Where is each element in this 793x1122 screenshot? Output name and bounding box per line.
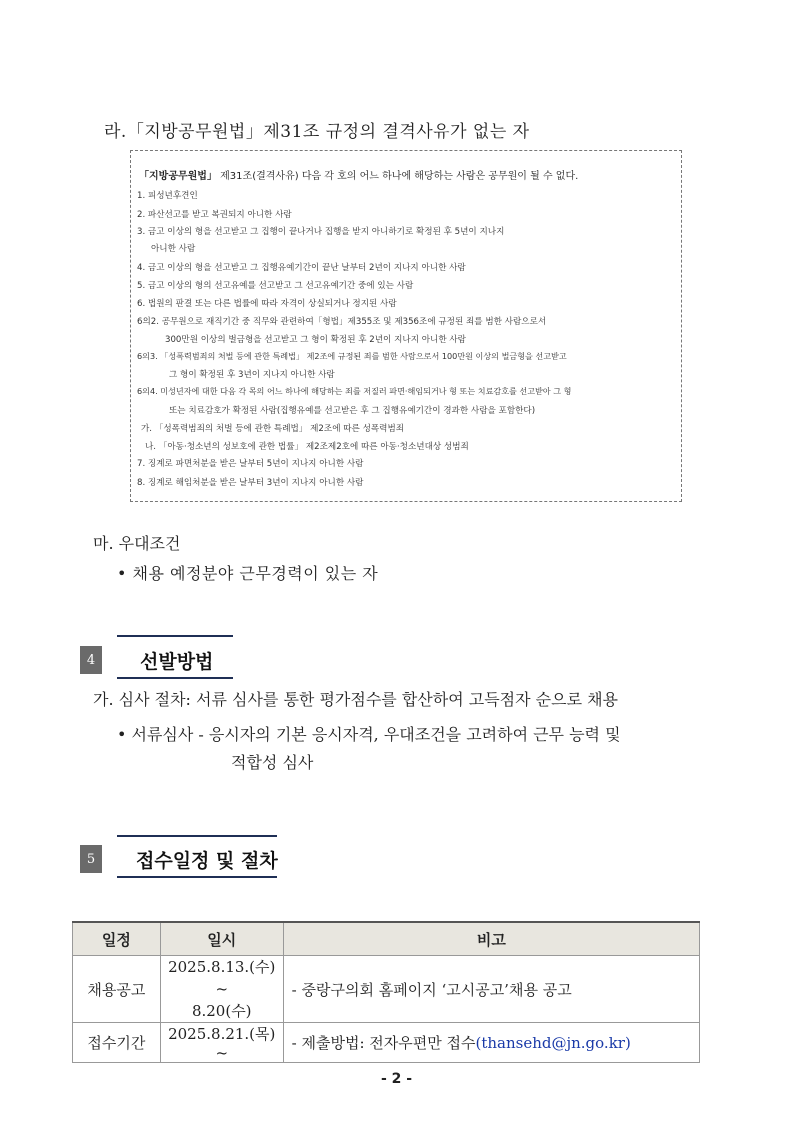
document-review-item-cont: 적합성 심사 — [231, 753, 314, 772]
law-line: 나. 「아동·청소년의 성보호에 관한 법률」 제2조제2호에 따른 아동·청소년대상 성범죄 — [145, 442, 469, 452]
header-note: 비고 — [283, 922, 699, 956]
law-line: 8. 징계로 해임처분을 받은 날부터 3년이 지나지 아니한 사람 — [137, 478, 364, 488]
schedule-table — [72, 921, 700, 1063]
selection-procedure-heading: 가. 심사 절차: 서류 심사를 통한 평가점수를 합산하여 고득점자 순으로 채용 — [93, 690, 619, 709]
law-line: 또는 치료감호가 확정된 사람(집행유예를 선고받은 후 그 집행유예기간이 경과한 사람을 포함한다) — [169, 406, 536, 416]
section4-title: 선발방법 — [140, 651, 214, 673]
section4-top-line — [117, 635, 233, 637]
law-excerpt-box — [130, 150, 682, 502]
cell-date-line2: 8.20(수) — [191, 1002, 252, 1020]
submission-method-text: - 제출방법: 전자우편만 접수 — [291, 1034, 476, 1052]
section-ra-heading: 라.「지방공무원법」제31조 규정의 결격사유가 없는 자 — [104, 122, 530, 142]
header-schedule: 일정 — [73, 922, 161, 956]
cell-schedule: 채용공고 — [73, 956, 161, 1023]
law-line: 5. 금고 이상의 형의 선고유예를 선고받고 그 선고유예기간 중에 있는 사람 — [137, 281, 414, 291]
cell-note: - 중랑구의회 홈페이지 ‘고시공고’채용 공고 — [283, 956, 699, 1023]
law-line: 7. 징계로 파면처분을 받은 날부터 5년이 지나지 아니한 사람 — [137, 459, 364, 469]
cell-date-line1: 2025.8.13.(수) ~ — [168, 958, 276, 998]
section5-title: 접수일정 및 절차 — [136, 850, 278, 872]
cell-date: 2025.8.21.(목) ~ — [160, 1023, 283, 1063]
section5-bottom-line — [117, 876, 277, 878]
law-title-name: 「지방공무원법」 — [139, 171, 217, 182]
law-title-text: 제31조(결격사유) 다음 각 호의 어느 하나에 해당하는 사람은 공무원이 될 수 없다. — [216, 171, 579, 182]
preference-item: • 채용 예정분야 근무경력이 있는 자 — [117, 564, 379, 583]
page-number: - 2 - — [380, 1071, 413, 1087]
law-line: 가. 「성폭력범죄의 처벌 등에 관한 특례법」 제2조에 따른 성폭력범죄 — [141, 424, 405, 434]
section5-top-line — [117, 835, 277, 837]
section5-number-box: 5 — [80, 845, 102, 873]
law-line: 6의4. 미성년자에 대한 다음 각 목의 어느 하나에 해당하는 죄를 저질러 파면·해임되거나 형 또는 치료감호를 선고받아 그 형 — [137, 386, 572, 396]
law-line: 6의2. 공무원으로 재직기간 중 직무와 관련하여「형법」제355조 및 제356조에 규정된 죄를 범한 사람으로서 — [137, 317, 547, 327]
law-line: 아니한 사람 — [151, 244, 196, 254]
law-line: 그 형이 확정된 후 3년이 지나지 아니한 사람 — [169, 370, 335, 380]
document-review-item: • 서류심사 - 응시자의 기본 응시자격, 우대조건을 고려하여 근무 능력 및 — [117, 725, 621, 744]
law-line: 2. 파산선고를 받고 복권되지 아니한 사람 — [137, 210, 292, 220]
law-line: 6의3. 「성폭력범죄의 처벌 등에 관한 특례법」 제2조에 규정된 죄를 범한 사람으로서 100만원 이상의 벌금형을 선고받고 — [137, 351, 567, 361]
law-line: 4. 금고 이상의 형을 선고받고 그 집행유예기간이 끝난 날부터 2년이 지나지 아니한 사람 — [137, 263, 466, 273]
header-date: 일시 — [160, 922, 283, 956]
law-line: 6. 법원의 판결 또는 다른 법률에 따라 자격이 상실되거나 정지된 사람 — [137, 299, 397, 309]
email-link[interactable]: (thansehd@jn.go.kr) — [475, 1034, 631, 1052]
law-line: 300만원 이상의 벌금형을 선고받고 그 형이 확정된 후 2년이 지나지 아니한 사람 — [165, 335, 466, 345]
table-row — [73, 956, 700, 1023]
law-line: 3. 금고 이상의 형을 선고받고 그 집행이 끝나거나 집행을 받지 아니하기로 확정된 후 5년이 지나지 — [137, 227, 505, 237]
section-ma-heading: 마. 우대조건 — [93, 534, 181, 553]
law-line: 1. 피성년후견인 — [137, 191, 198, 201]
table-row — [73, 1023, 700, 1063]
law-title — [139, 167, 578, 182]
section4-bottom-line — [117, 677, 233, 679]
cell-date — [160, 956, 283, 1023]
cell-note — [283, 1023, 699, 1063]
cell-schedule: 접수기간 — [73, 1023, 161, 1063]
table-header-row — [73, 922, 700, 956]
section4-number-box: 4 — [80, 646, 102, 674]
